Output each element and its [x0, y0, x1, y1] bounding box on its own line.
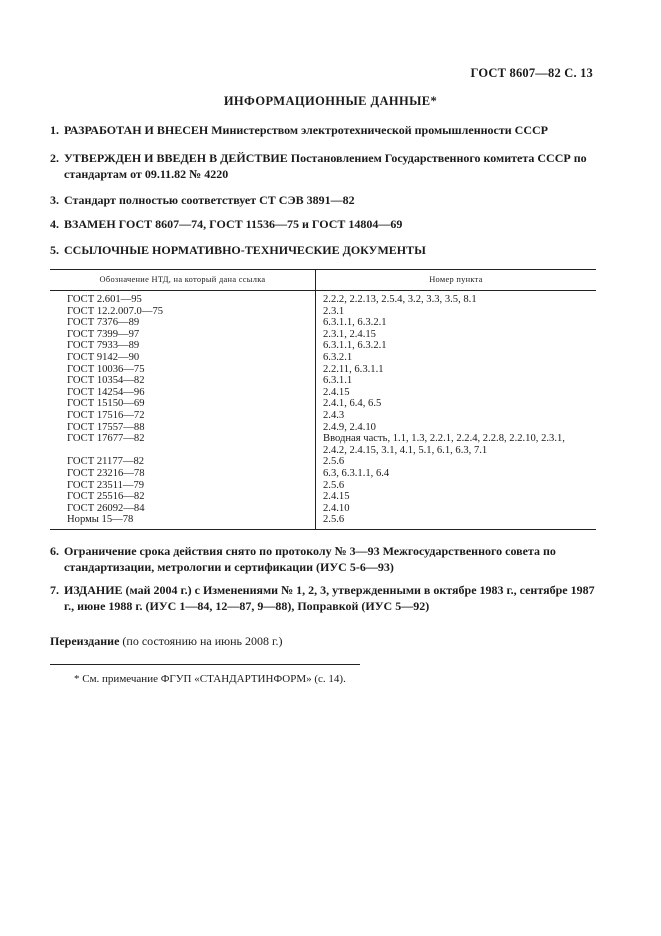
item-lead: УТВЕРЖДЕН И ВВЕДЕН В ДЕЙСТВИЕ	[64, 151, 288, 165]
ntd-designation-cell: ГОСТ 17677—82	[50, 433, 316, 456]
clause-number-cell: 2.2.2, 2.2.13, 2.5.4, 3.2, 3.3, 3.5, 8.1	[323, 294, 477, 305]
page-header: ГОСТ 8607—82 С. 13	[470, 66, 593, 80]
references-table	[50, 269, 596, 530]
info-item-7	[50, 582, 596, 614]
table-row	[50, 456, 596, 468]
ntd-designation-cell: ГОСТ 17557—88	[50, 422, 316, 434]
item-lead: ИЗДАНИЕ	[64, 583, 123, 597]
info-item-6	[50, 543, 596, 575]
table-row	[50, 340, 596, 352]
table-row	[50, 514, 596, 529]
table-row	[50, 468, 596, 480]
table-row	[50, 387, 596, 399]
table-header-row	[50, 270, 596, 291]
ntd-designation-cell: ГОСТ 10036—75	[50, 364, 316, 376]
column-header-clause: Номер пункта	[316, 270, 597, 291]
ntd-designation-cell: ГОСТ 23511—79	[50, 480, 316, 492]
clause-number-cell: 2.4.1, 6.4, 6.5	[323, 398, 382, 410]
reissue-text: (по состоянию на июнь 2008 г.)	[119, 634, 283, 648]
clause-number-cell: 2.2.11, 6.3.1.1	[323, 363, 384, 375]
ntd-designation-cell: ГОСТ 10354—82	[50, 375, 316, 387]
item-number: 5.	[50, 243, 59, 257]
item-number: 2.	[50, 151, 59, 165]
table-row	[50, 422, 596, 434]
table-row	[50, 503, 596, 515]
clause-number-cell: 6.3, 6.3.1.1, 6.4	[323, 467, 390, 479]
item-text: Стандарт полностью соответствует СТ СЭВ 3891—82	[64, 193, 355, 207]
table-row	[50, 352, 596, 364]
ntd-designation-cell: ГОСТ 7933—89	[50, 340, 316, 352]
ntd-designation-cell: ГОСТ 26092—84	[50, 503, 316, 515]
clause-number-cell: 2.3.1, 2.4.15	[323, 328, 376, 340]
clause-number-cell: 2.5.6	[323, 456, 345, 468]
item-text: Постановлением Государственного комитета СССР по стандартам от 09.11.82 № 4220	[64, 151, 587, 181]
table-row	[50, 398, 596, 410]
item-number: 3.	[50, 193, 59, 207]
table-row	[50, 491, 596, 503]
ntd-designation-cell: ГОСТ 2.601—95	[50, 291, 316, 306]
table-row	[50, 480, 596, 492]
clause-number-cell: 2.4.9, 2.4.10	[323, 421, 376, 433]
clause-number-cell: Вводная часть, 1.1, 1.3, 2.2.1, 2.2.4, 2.2.8, 2.2.10, 2.3.1, 2.4.2, 2.4.15, 3.1, 4.1, 5.1, 6.1, 6.3, 7.1	[323, 433, 565, 456]
table-row	[50, 329, 596, 341]
item-text: (май 2004 г.) с Изменениями № 1, 2, 3, утвержденными в октябре 1983 г., сентябре 1987 г., июне 1988 г. (ИУС 1—84, 12—87, 9—88), Поправкой (ИУС 5—92)	[64, 583, 595, 613]
reissue-lead: Переиздание	[50, 634, 120, 648]
clause-number-cell: 6.3.1.1, 6.3.2.1	[323, 317, 387, 329]
clause-number-cell: 2.4.10	[323, 502, 350, 514]
ntd-designation-cell: ГОСТ 21177—82	[50, 456, 316, 468]
item-text: Ограничение срока действия снято по протоколу № 3—93 Межгосударственного совета по стандартизации, метрологии и сертификации (ИУС 5-6—93)	[64, 544, 556, 574]
item-number: 1.	[50, 123, 59, 137]
ntd-designation-cell: Нормы 15—78	[50, 514, 316, 529]
ntd-designation-cell: ГОСТ 9142—90	[50, 352, 316, 364]
table-row	[50, 375, 596, 387]
item-lead: РАЗРАБОТАН И ВНЕСЕН	[64, 123, 209, 137]
item-number: 4.	[50, 217, 59, 231]
ntd-designation-cell: ГОСТ 7399—97	[50, 329, 316, 341]
table-row	[50, 433, 596, 456]
table-row	[50, 306, 596, 318]
clause-number-cell: 2.5.6	[323, 479, 345, 491]
clause-number-cell: 2.5.6	[316, 514, 597, 529]
clause-number-cell: 6.3.2.1	[323, 351, 353, 363]
table-row	[50, 364, 596, 376]
clause-number-cell: 6.3.1.1	[323, 375, 353, 387]
references-table-body	[50, 291, 596, 530]
ntd-designation-cell: ГОСТ 14254—96	[50, 387, 316, 399]
ntd-designation-cell: ГОСТ 17516—72	[50, 410, 316, 422]
table-row	[50, 317, 596, 329]
ntd-designation-cell: ГОСТ 23216—78	[50, 468, 316, 480]
info-item-2	[50, 150, 596, 182]
table-row	[50, 410, 596, 422]
clause-number-cell: 2.3.1	[323, 305, 345, 317]
item-lead: ВЗАМЕН	[64, 217, 116, 231]
ntd-designation-cell: ГОСТ 25516—82	[50, 491, 316, 503]
clause-number-cell: 6.3.1.1, 6.3.2.1	[323, 340, 387, 352]
item-number: 6.	[50, 544, 59, 558]
ntd-designation-cell: ГОСТ 15150—69	[50, 398, 316, 410]
item-number: 7.	[50, 583, 59, 597]
clause-number-cell: 2.4.15	[323, 386, 350, 398]
item-text: Министерством электротехнической промышленности СССР	[208, 123, 549, 137]
document-title: ИНФОРМАЦИОННЫЕ ДАННЫЕ*	[223, 94, 438, 108]
item-text: ГОСТ 8607—74, ГОСТ 11536—75 и ГОСТ 14804—69	[115, 217, 403, 231]
ntd-designation-cell: ГОСТ 7376—89	[50, 317, 316, 329]
ntd-designation-cell: ГОСТ 12.2.007.0—75	[50, 306, 316, 318]
info-item-4	[50, 216, 596, 232]
clause-number-cell: 2.4.3	[323, 409, 345, 421]
footnote-divider	[50, 664, 360, 665]
info-item-5	[50, 242, 596, 258]
clause-number-cell: 2.4.15	[323, 491, 350, 503]
column-header-document: Обозначение НТД, на который дана ссылка	[50, 270, 316, 291]
info-item-3	[50, 192, 596, 208]
item-lead: ССЫЛОЧНЫЕ НОРМАТИВНО-ТЕХНИЧЕСКИЕ ДОКУМЕНТЫ	[64, 243, 426, 257]
info-item-1	[50, 122, 596, 138]
reissue-note	[50, 633, 283, 649]
footnote: * См. примечание ФГУП «СТАНДАРТИНФОРМ» (с. 14).	[74, 673, 346, 685]
table-row	[50, 291, 596, 306]
